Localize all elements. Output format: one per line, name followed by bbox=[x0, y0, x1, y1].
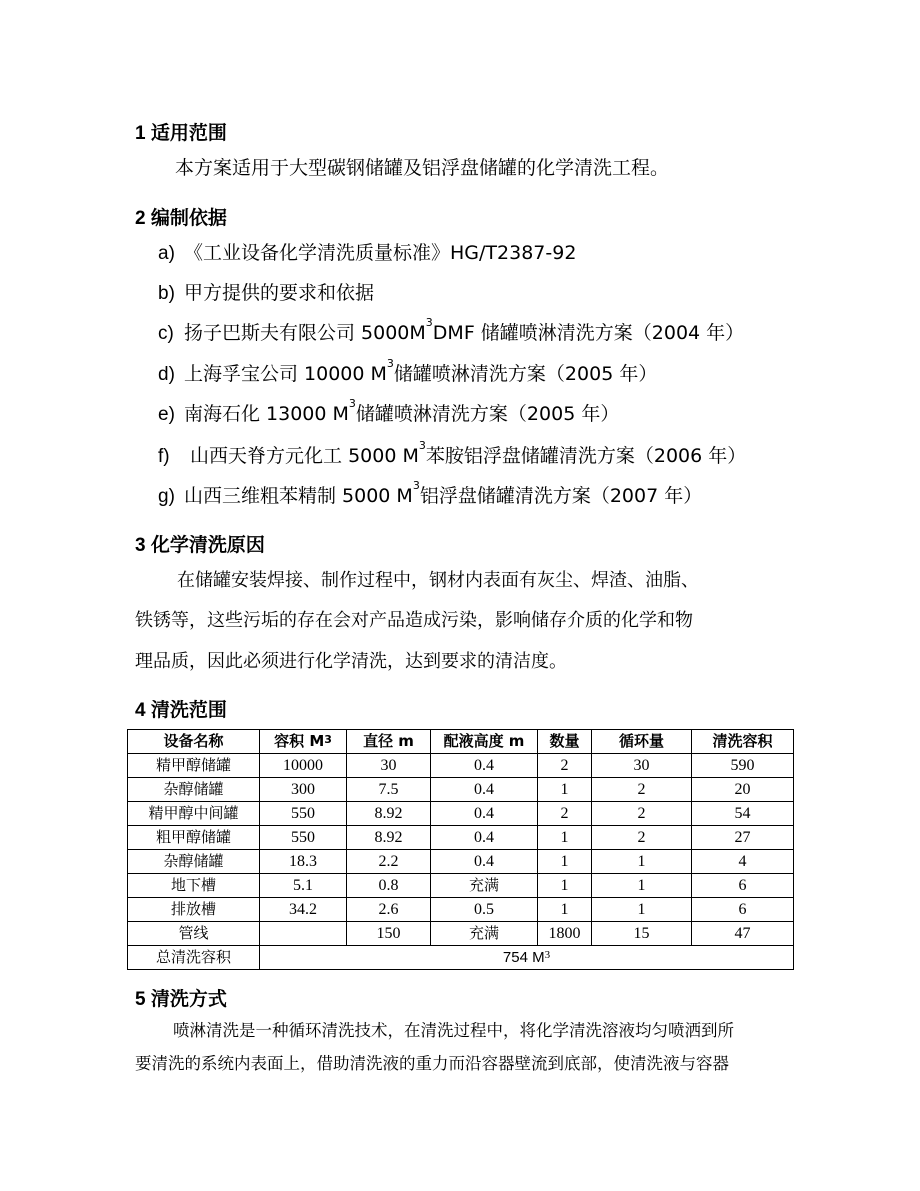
table-row bbox=[128, 802, 794, 826]
table-cell: 2 bbox=[592, 778, 692, 802]
paragraph-line: 要清洗的系统内表面上，借助清洗液的重力而沿容器壁流到底部，使清洗液与容器 bbox=[135, 1054, 729, 1073]
superscript: 3 bbox=[348, 397, 356, 410]
list-item-text-pre: 山西天脊方元化工 5000 M bbox=[184, 445, 419, 467]
table-cell: 1 bbox=[538, 826, 592, 850]
table-cell: 300 bbox=[260, 778, 347, 802]
table-cell: 0.8 bbox=[347, 874, 431, 898]
table-cell: 550 bbox=[260, 826, 347, 850]
list-item bbox=[158, 278, 374, 305]
table-total-row bbox=[128, 946, 794, 970]
table-cell: 地下槽 bbox=[128, 874, 260, 898]
table-cell bbox=[260, 922, 347, 946]
table-cell: 2.2 bbox=[347, 850, 431, 874]
paragraph-line: 喷淋清洗是一种循环清洗技术，在清洗过程中，将化学清洗溶液均匀喷洒到所 bbox=[173, 1021, 734, 1040]
table-cell: 47 bbox=[692, 922, 794, 946]
section-5-title: 5 清洗方式 bbox=[135, 989, 227, 1010]
paragraph-line: 在储罐安装焊接、制作过程中，钢材内表面有灰尘、焊渣、油脂、 bbox=[177, 570, 699, 591]
table-cell: 0.5 bbox=[431, 898, 538, 922]
list-item-text-pre: 南海石化 13000 M bbox=[184, 403, 349, 425]
table-row bbox=[128, 850, 794, 874]
table-cell: 杂醇储罐 bbox=[128, 850, 260, 874]
table-cell: 4 bbox=[692, 850, 794, 874]
table-cell: 27 bbox=[692, 826, 794, 850]
section-4-title: 4 清洗范围 bbox=[135, 700, 227, 721]
table-cell: 2 bbox=[538, 754, 592, 778]
superscript: 3 bbox=[418, 439, 426, 452]
column-header: 清洗容积 bbox=[692, 730, 794, 754]
list-item-text-post: 铝浮盘储罐清洗方案（2007 年） bbox=[419, 485, 703, 507]
table-cell: 8.92 bbox=[347, 826, 431, 850]
list-item bbox=[158, 399, 619, 426]
table-cell: 1 bbox=[592, 874, 692, 898]
column-header: 设备名称 bbox=[128, 730, 260, 754]
table-cell: 0.4 bbox=[431, 826, 538, 850]
table-cell: 54 bbox=[692, 802, 794, 826]
table-cell: 管线 bbox=[128, 922, 260, 946]
table-header-row bbox=[128, 730, 794, 754]
list-item-text-pre: 扬子巴斯夫有限公司 5000M bbox=[184, 322, 426, 344]
table-cell: 550 bbox=[260, 802, 347, 826]
table-cell: 0.4 bbox=[431, 754, 538, 778]
table-cell: 2 bbox=[592, 826, 692, 850]
table-cell: 精甲醇中间罐 bbox=[128, 802, 260, 826]
table-cell: 10000 bbox=[260, 754, 347, 778]
list-item-label: a) bbox=[158, 243, 175, 264]
column-header: 数量 bbox=[538, 730, 592, 754]
table-cell: 30 bbox=[347, 754, 431, 778]
column-header: 直径 m bbox=[347, 730, 431, 754]
table-cell: 0.4 bbox=[431, 778, 538, 802]
table-cell: 1 bbox=[538, 850, 592, 874]
table-cell: 1 bbox=[592, 850, 692, 874]
table-cell: 2.6 bbox=[347, 898, 431, 922]
table-cell: 1 bbox=[538, 874, 592, 898]
list-item-label: e) bbox=[158, 404, 175, 425]
table-cell: 0.4 bbox=[431, 850, 538, 874]
list-item-label: b) bbox=[158, 283, 175, 304]
list-item bbox=[158, 318, 744, 345]
total-label: 总清洗容积 bbox=[128, 946, 260, 970]
list-item bbox=[158, 359, 657, 386]
table-cell: 20 bbox=[692, 778, 794, 802]
table-cell: 杂醇储罐 bbox=[128, 778, 260, 802]
column-header: 配液高度 m bbox=[431, 730, 538, 754]
table-row bbox=[128, 922, 794, 946]
table-cell: 30 bbox=[592, 754, 692, 778]
table-cell: 7.5 bbox=[347, 778, 431, 802]
table-cell: 8.92 bbox=[347, 802, 431, 826]
list-item bbox=[158, 481, 702, 508]
list-item-text-post: 储罐喷淋清洗方案（2005 年） bbox=[393, 363, 658, 385]
table-cell: 充满 bbox=[431, 922, 538, 946]
table-cell: 2 bbox=[538, 802, 592, 826]
list-item-label: d) bbox=[158, 364, 175, 385]
list-item-text-post: DMF 储罐喷淋清洗方案（2004 年） bbox=[432, 322, 745, 344]
section-1-text: 本方案适用于大型碳钢储罐及铝浮盘储罐的化学清洗工程。 bbox=[175, 157, 670, 179]
table-cell: 1 bbox=[538, 898, 592, 922]
table-cell: 充满 bbox=[431, 874, 538, 898]
column-header: 循环量 bbox=[592, 730, 692, 754]
table-cell: 0.4 bbox=[431, 802, 538, 826]
list-item-label: g) bbox=[158, 486, 175, 507]
table-cell: 6 bbox=[692, 874, 794, 898]
list-item-text-pre: 上海孚宝公司 10000 M bbox=[184, 363, 387, 385]
table-row bbox=[128, 826, 794, 850]
table-cell: 590 bbox=[692, 754, 794, 778]
total-value: 754 $M^3$ bbox=[260, 946, 794, 970]
superscript: 3 bbox=[386, 357, 394, 370]
table-cell: 15 bbox=[592, 922, 692, 946]
list-item-label: c) bbox=[158, 323, 174, 344]
cleaning-scope-table bbox=[127, 729, 794, 970]
table-cell: 5.1 bbox=[260, 874, 347, 898]
table-row bbox=[128, 874, 794, 898]
table-cell: 1800 bbox=[538, 922, 592, 946]
list-item-text: 甲方提供的要求和依据 bbox=[184, 282, 375, 304]
table-cell: 150 bbox=[347, 922, 431, 946]
column-header: 容积 $M^3$ bbox=[260, 730, 347, 754]
table-cell: 6 bbox=[692, 898, 794, 922]
table-cell: 18.3 bbox=[260, 850, 347, 874]
list-item bbox=[158, 441, 746, 468]
paragraph-line: 铁锈等，这些污垢的存在会对产品造成污染，影响储存介质的化学和物 bbox=[135, 610, 693, 631]
superscript: 3 bbox=[425, 316, 433, 329]
section-1-title: 1 适用范围 bbox=[135, 123, 227, 144]
list-item-label: f) bbox=[158, 446, 170, 467]
table-cell: 粗甲醇储罐 bbox=[128, 826, 260, 850]
table-cell: 排放槽 bbox=[128, 898, 260, 922]
table-cell: 1 bbox=[592, 898, 692, 922]
section-2-title: 2 编制依据 bbox=[135, 208, 227, 229]
table-row bbox=[128, 754, 794, 778]
list-item-text-pre: 山西三维粗苯精制 5000 M bbox=[184, 485, 413, 507]
table-cell: 2 bbox=[592, 802, 692, 826]
table-cell: 34.2 bbox=[260, 898, 347, 922]
paragraph-line: 理品质，因此必须进行化学清洗，达到要求的清洁度。 bbox=[135, 651, 567, 672]
table-row bbox=[128, 898, 794, 922]
superscript: 3 bbox=[412, 479, 420, 492]
section-3-title: 3 化学清洗原因 bbox=[135, 535, 265, 556]
list-item-text-post: 储罐喷淋清洗方案（2005 年） bbox=[355, 403, 620, 425]
table-cell: 1 bbox=[538, 778, 592, 802]
table-cell: 精甲醇储罐 bbox=[128, 754, 260, 778]
list-item-text: 《工业设备化学清洗质量标准》HG/T2387-92 bbox=[184, 242, 577, 264]
table-row bbox=[128, 778, 794, 802]
list-item-text-post: 苯胺铝浮盘储罐清洗方案（2006 年） bbox=[425, 445, 747, 467]
list-item bbox=[158, 238, 576, 265]
